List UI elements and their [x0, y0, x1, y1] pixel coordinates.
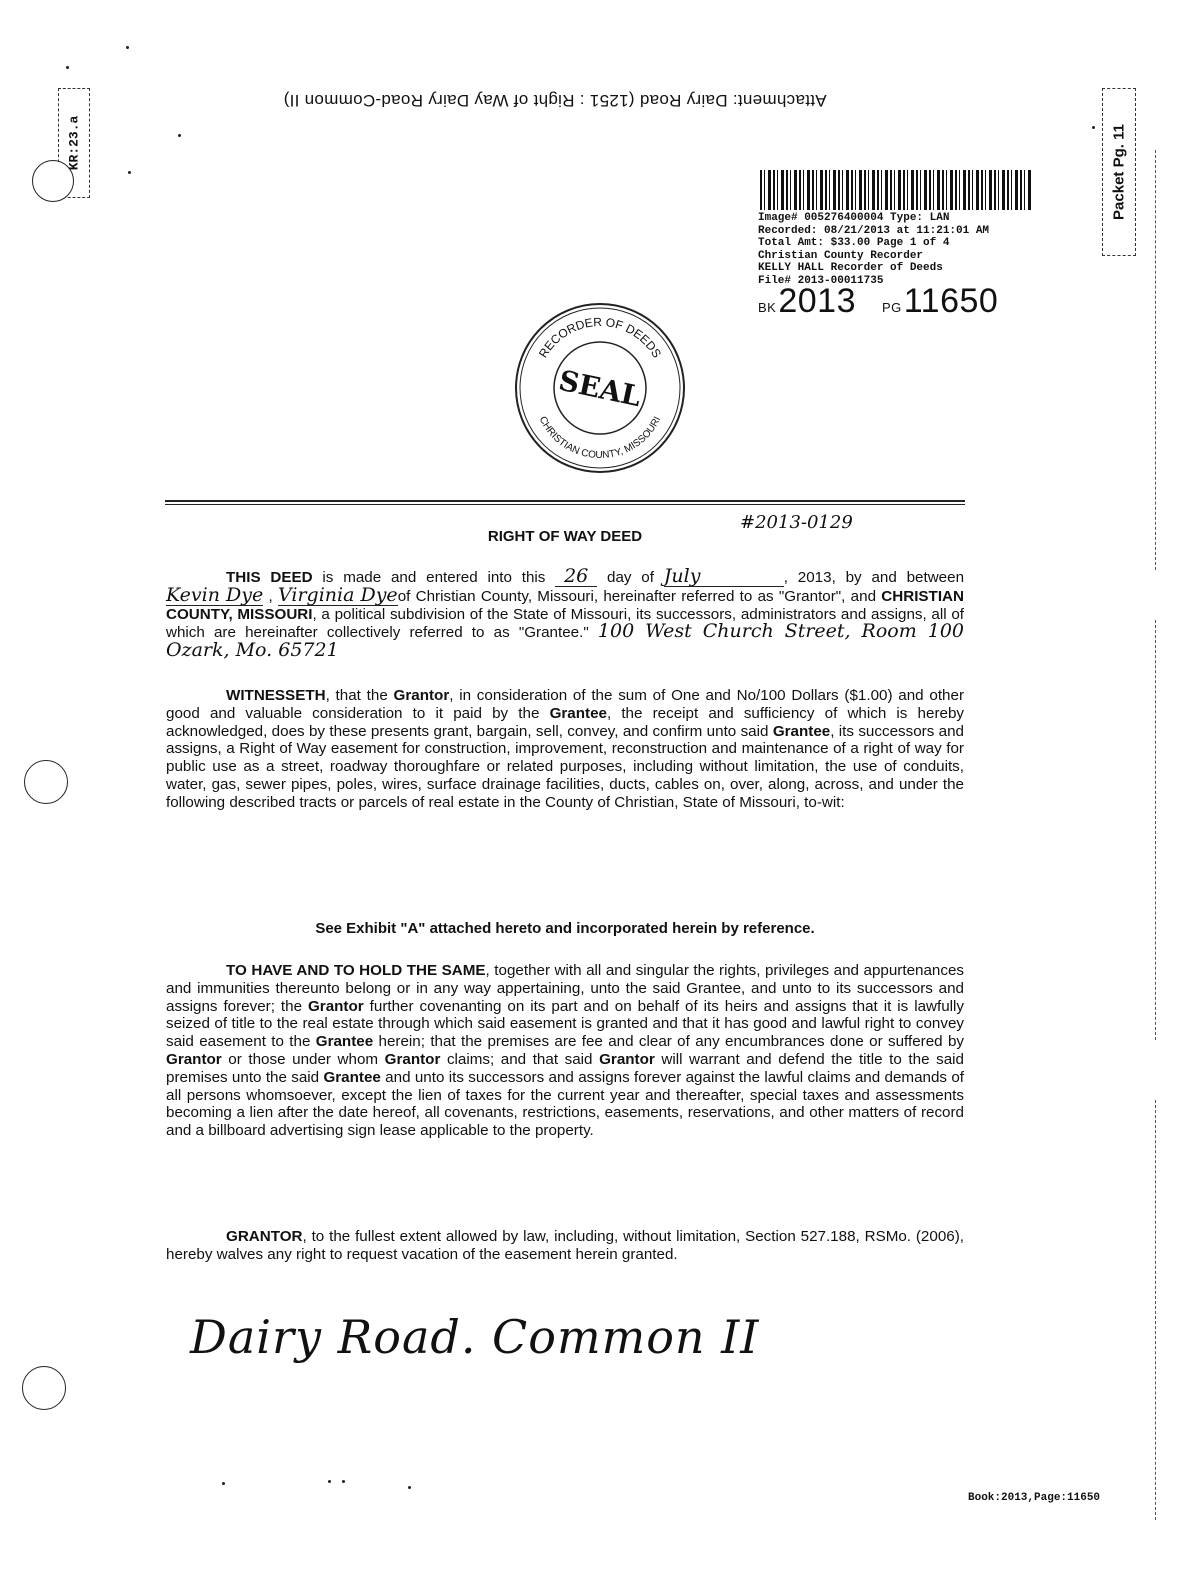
scan-edge-line: [1155, 1100, 1156, 1520]
recording-line: Christian County Recorder: [758, 249, 924, 262]
text-run: , 2013, by and between: [783, 569, 965, 586]
recording-info: [758, 212, 989, 287]
lead-term: THIS DEED: [226, 569, 313, 586]
scan-speck: [328, 1480, 331, 1483]
recording-line: KELLY HALL Recorder of Deeds: [758, 262, 943, 274]
scan-speck: [66, 66, 69, 69]
deed-paragraph-witnesseth: [166, 687, 964, 812]
packet-page-label: Packet Pg. 11: [1110, 124, 1128, 220]
book-page-stamp: [758, 282, 998, 321]
handwritten-grantor-1: Kevin Dye: [166, 583, 264, 606]
exhibit-reference: See Exhibit "A" attached hereto and incorporated herein by reference.: [315, 920, 815, 937]
book-number: 2013: [778, 282, 856, 320]
scan-speck: [342, 1480, 345, 1483]
text-run: , the receipt and sufficiency of which is hereby acknowledged, does by these presents grant, bargain, sell, convey, and confirm unto said: [166, 704, 964, 740]
recording-line: Total Amt: $33.00 Page 1 of 4: [758, 237, 950, 249]
punch-hole-middle: [24, 760, 68, 804]
bold-term: Grantee: [323, 1068, 381, 1086]
file-number: #2013-0129: [740, 512, 853, 533]
scan-speck: [128, 171, 131, 174]
handwritten-project-note: Dairy Road. Common II: [190, 1310, 760, 1364]
scan-speck: [178, 134, 181, 137]
text-run: ,: [263, 587, 278, 605]
handwritten-address: 100 West Church Street, Room 100 Ozark, Mo. 65721: [166, 620, 965, 662]
text-run: further covenanting on its part and on behalf of its heirs and assigns that it is lawfully seized of title to the real estate through which said easement is granted and that it has good and lawful right to convey said easement to the: [166, 997, 964, 1051]
grantee-name: CHRISTIAN COUNTY, MISSOURI: [166, 587, 964, 623]
deed-paragraph-waiver: [166, 1228, 964, 1264]
text-run: will warrant and defend the title to the said premises unto the said: [166, 1050, 964, 1086]
seal-bottom-text: CHRISTIAN COUNTY, MISSOURI: [536, 414, 664, 462]
text-run: , that the: [325, 687, 394, 704]
lead-term: TO HAVE AND TO HOLD THE SAME: [226, 962, 486, 979]
text-run: claims; and that said: [440, 1050, 600, 1068]
title-rule: [165, 504, 965, 505]
text-run: is made and entered into this: [312, 569, 556, 586]
scan-edge-line: [1155, 150, 1156, 570]
punch-hole-top: [32, 160, 74, 202]
text-run: of Christian County, Missouri, hereinafter referred to as "Grantor", and: [397, 587, 882, 605]
barcode: [760, 170, 1032, 210]
text-run: or those under whom: [221, 1050, 385, 1068]
text-run: , its successors and assigns, a Right of Way easement for construction, improvement, reconstruction and maintenance of a right of way for public use as a street, roadway thoroughfare or related purposes, including without limitation, the use of conduits, water, gas, sewer pipes, poles, wires, surface drainage facilities, ducts, cables on, over, along, across, and under the following described tracts or parcels of real estate in the County of Christian, State of Missouri, to-wit:: [166, 722, 964, 811]
text-run: , to the fullest extent allowed by law, including, without limitation, Section 527.188, RSMo. (2006), hereby walves any right to request vacation of the easement herein granted.: [166, 1228, 964, 1263]
text-run: , in consideration of the sum of One and No/100 Dollars ($1.00) and other good and valuable consideration to it paid by the: [166, 687, 964, 722]
page-number: 11650: [903, 282, 999, 320]
bold-term: Grantor: [384, 1050, 441, 1068]
bold-term: Grantee: [315, 1033, 374, 1051]
lead-term: GRANTOR: [226, 1228, 303, 1245]
county-seal: [512, 300, 688, 476]
scan-speck: [126, 46, 129, 49]
bold-term: Grantee: [772, 722, 831, 740]
text-run: day of: [597, 569, 664, 586]
text-run: and unto its successors and assigns forever against the lawful claims and demands of all persons whomsoever, except the lien of taxes for the current year and thereafter, special taxes and assessments becoming a lien after the date hereof, all covenants, restrictions, easements, reservations, and other matters of record and a billboard advertising sign lease applicable to the property.: [166, 1068, 964, 1140]
punch-hole-bottom: [22, 1366, 66, 1410]
bk-label: BK: [758, 300, 777, 315]
pg-label: PG: [881, 300, 902, 315]
bold-term: Grantor: [393, 687, 450, 704]
bold-term: Grantee: [549, 704, 607, 722]
title-rule: [165, 500, 965, 502]
recording-line: File# 2013-00011735: [758, 274, 884, 287]
text-run: herein; that the premises are fee and clear of any encumbrances done or suffered by: [373, 1033, 965, 1051]
seal-center-text: SEAL: [555, 363, 644, 414]
deed-paragraph-habendum: [166, 962, 964, 1140]
scan-edge-line: [1155, 620, 1156, 1040]
bold-term: Grantor: [307, 997, 364, 1015]
text-run: , together with all and singular the rights, privileges and appurtenances and immunities thereunto belong or in any way appertaining, unto the said Grantee, and unto to its successors and assigns forever; the: [166, 962, 964, 1015]
lead-term: WITNESSETH: [226, 687, 326, 704]
text-run: , a political subdivision of the State of Missouri, its successors, administrators and assigns, all of which are hereinafter collectively referred to as "Grantee.": [166, 605, 964, 642]
book-page-footer: Book:2013,Page:11650: [968, 1492, 1101, 1504]
scan-speck: [1092, 126, 1095, 129]
bold-term: Grantor: [166, 1050, 222, 1068]
bold-term: Grantor: [599, 1050, 655, 1068]
packet-page-stamp: [1102, 88, 1136, 256]
scan-speck: [408, 1486, 411, 1489]
seal-top-text: RECORDER OF DEEDS: [535, 314, 665, 361]
deed-paragraph-parties: [166, 565, 965, 662]
handwritten-grantor-2: Virginia Dye: [278, 583, 398, 606]
deed-title: RIGHT OF WAY DEED: [487, 528, 643, 545]
recording-line: Recorded: 08/21/2013 at 11:21:01 AM: [758, 224, 990, 237]
attachment-header: Attachment: Dairy Road (1251 : Right of Way Dairy Road-Common II): [283, 91, 827, 110]
agenda-stamp-label: KR:23.a: [66, 115, 82, 171]
scan-speck: [222, 1482, 225, 1485]
handwritten-day: 26: [555, 568, 597, 587]
handwritten-month: July: [664, 568, 784, 587]
recording-line: Image# 005276400004 Type: LAN: [758, 212, 950, 224]
